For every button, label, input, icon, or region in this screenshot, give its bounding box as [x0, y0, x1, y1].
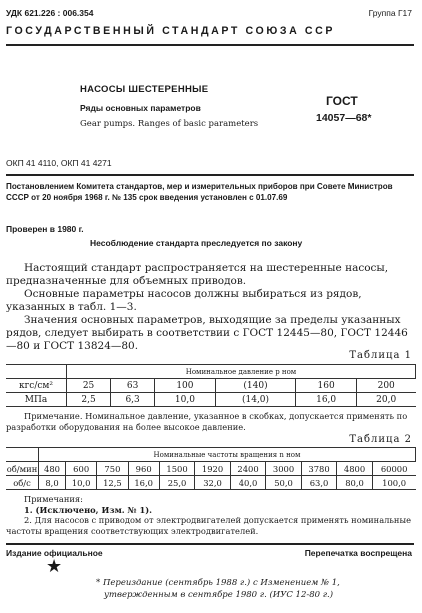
- official-edition: Издание официальное: [6, 548, 103, 558]
- header-rule: [6, 44, 414, 46]
- table-cell: (14,0): [215, 393, 296, 407]
- table-cell: 3780: [301, 462, 337, 476]
- table1-caption: Таблица 1: [349, 350, 412, 361]
- table1-unit: кгс/см²: [6, 379, 67, 393]
- table-row: [6, 476, 416, 490]
- table-cell: 750: [97, 462, 128, 476]
- table-cell: 80,0: [337, 476, 373, 490]
- table-cell: 60000: [372, 462, 415, 476]
- table-cell: 10,0: [66, 476, 97, 490]
- body-paragraph: Значения основных параметров, выходящие за пределы указанных рядов, следует выбирать в соответствии с ГОСТ 12445—80, ГОСТ 12446—80 и ГОСТ 13824—80.: [6, 314, 408, 352]
- table1-note-text: Примечание. Номинальное давление, указанное в скобках, допускается применять по разработки оборудования на более высокое давление.: [6, 411, 408, 432]
- table-cell: 20,0: [356, 393, 415, 407]
- table2-header: Номинальные частоты вращения n ном: [39, 448, 416, 462]
- table-cell: 63,0: [301, 476, 337, 490]
- table-cell: 16,0: [296, 393, 357, 407]
- table2-notes-title: Примечания:: [24, 494, 83, 504]
- table1-unit: МПа: [6, 393, 67, 407]
- table-cell: 160: [296, 379, 357, 393]
- title-rule: [6, 174, 414, 176]
- reprint-prohibited: Перепечатка воспрещена: [304, 548, 412, 558]
- table2-note-item: 2. Для насосов с приводом от электродвигателей допускается применять номинальные частоты вращения соответствующих электродвигателей.: [6, 515, 411, 536]
- group-code: Группа Г17: [368, 8, 412, 18]
- table-cell: 100: [155, 379, 216, 393]
- gost-label: ГОСТ: [326, 94, 358, 108]
- decree-text: Постановлением Комитета стандартов, мер и измерительных приборов при Совете Министров СССР от 20 ноября 1968 г. № 135 срок введения установлен с 01.07.69: [6, 182, 393, 202]
- gost-number: 14057—68*: [316, 112, 372, 124]
- table-cell: 25: [67, 379, 111, 393]
- body-text: [6, 262, 414, 353]
- table-cell: 32,0: [195, 476, 231, 490]
- body-paragraph: Основные параметры насосов должны выбираться из рядов, указанных в табл. 1—3.: [6, 288, 362, 313]
- table2-caption: Таблица 2: [349, 434, 412, 445]
- table2-unit: об/мин: [6, 463, 38, 474]
- table-cell: 40,0: [230, 476, 266, 490]
- prosecution-notice: Несоблюдение стандарта преследуется по закону: [90, 238, 303, 248]
- table-cell: 4800: [337, 462, 373, 476]
- table-cell: 63: [111, 379, 155, 393]
- table1-unit-header: [6, 365, 67, 379]
- table2-unit-header: [6, 448, 39, 462]
- organization-title: ГОСУДАРСТВЕННЫЙ СТАНДАРТ СОЮЗА ССР: [6, 25, 336, 37]
- table-cell: 960: [128, 462, 159, 476]
- standard-title-english: Gear pumps. Ranges of basic parameters: [80, 119, 259, 129]
- table-cell: 12,5: [97, 476, 128, 490]
- table-cell: 8,0: [39, 476, 66, 490]
- table-cell: 2400: [230, 462, 266, 476]
- table-cell: 50,0: [266, 476, 302, 490]
- table-cell: 200: [356, 379, 415, 393]
- table-row: [6, 462, 416, 476]
- table2-unit: об/с: [6, 476, 39, 490]
- star-icon: ★: [46, 556, 63, 577]
- udk-code: УДК 621.226 : 006.354: [6, 8, 94, 18]
- table2-notes: [6, 494, 416, 536]
- table-cell: (140): [215, 379, 296, 393]
- table-cell: 1500: [159, 462, 195, 476]
- table-cell: 100,0: [372, 476, 415, 490]
- table-cell: 1920: [195, 462, 231, 476]
- table2-note-item: 1. (Исключено, Изм. № 1).: [24, 504, 153, 515]
- okp-codes: ОКП 41 4110, ОКП 41 4271: [6, 158, 112, 168]
- standard-title: НАСОСЫ ШЕСТЕРЕННЫЕ: [80, 84, 209, 95]
- table-cell: 2,5: [67, 393, 111, 407]
- table-cell: 10,0: [155, 393, 216, 407]
- checked-note: Проверен в 1980 г.: [6, 224, 84, 234]
- table-cell: 3000: [266, 462, 302, 476]
- table1-header: Номинальное давление p ном: [67, 365, 416, 379]
- table-cell: 480: [39, 462, 66, 476]
- table1-note: [6, 411, 416, 432]
- table-row: [6, 393, 416, 407]
- rotation-speed-table: [6, 447, 416, 490]
- reissue-note-line1: * Переиздание (сентябрь 1988 г.) с Изменением № 1,: [96, 578, 340, 588]
- table-cell: 25,0: [159, 476, 195, 490]
- table-cell: 600: [66, 462, 97, 476]
- table-row: [6, 379, 416, 393]
- reissue-note-line2: утвержденным в сентябре 1980 г. (ИУС 12-80 г.): [104, 590, 334, 600]
- pressure-table: [6, 364, 416, 407]
- table-cell: 6,3: [111, 393, 155, 407]
- body-paragraph: Настоящий стандарт распространяется на шестеренные насосы, предназначенные для объемных приводов.: [6, 262, 389, 287]
- footer-rule: [6, 543, 414, 545]
- table-cell: 16,0: [128, 476, 159, 490]
- standard-subtitle: Ряды основных параметров: [80, 103, 201, 113]
